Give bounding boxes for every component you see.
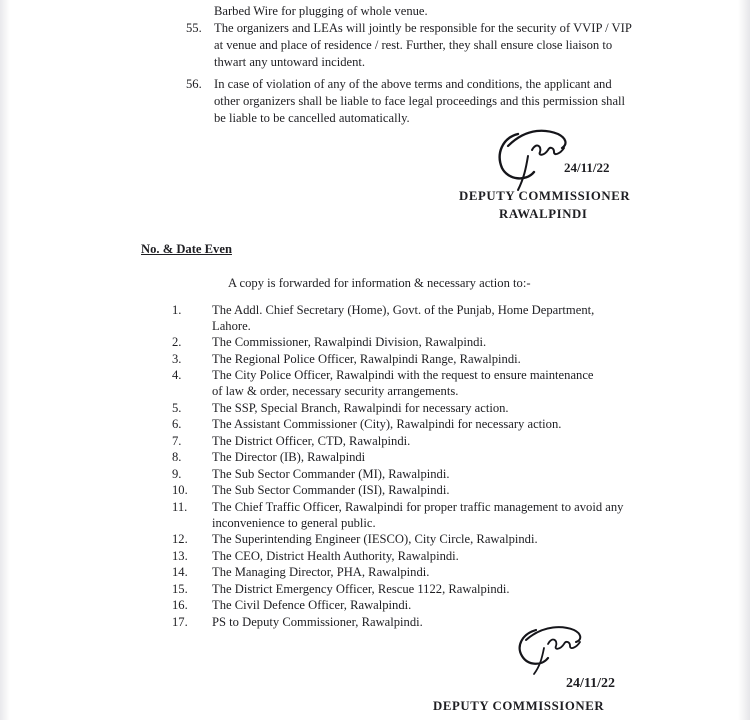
list-item-number: 14. <box>172 565 188 580</box>
list-item <box>0 565 750 580</box>
endorsement-intro: A copy is forwarded for information & necessary action to:- <box>228 276 531 290</box>
handwritten-signature-icon <box>508 616 598 676</box>
clause-56-line: be liable to be cancelled automatically. <box>214 111 410 125</box>
list-item-number: 8. <box>172 450 182 465</box>
signatory-title: DEPUTY COMMISSIONER <box>433 699 605 713</box>
list-item <box>0 615 750 630</box>
list-item-text: The Addl. Chief Secretary (Home), Govt. of the Punjab, Home Department, <box>212 303 595 317</box>
signatory-title: DEPUTY COMMISSIONER <box>459 189 631 203</box>
list-item <box>0 598 750 613</box>
list-item-text: The City Police Officer, Rawalpindi with the request to ensure maintenance <box>212 368 594 383</box>
list-item-number: 7. <box>172 433 182 448</box>
list-item <box>0 467 750 482</box>
list-item-number: 12. <box>172 532 188 547</box>
list-item <box>0 335 750 350</box>
clause-56-line: other organizers shall be liable to face legal proceedings and this permission shall <box>214 94 626 108</box>
list-item <box>0 417 750 432</box>
list-item-text: The SSP, Special Branch, Rawalpindi for necessary action. <box>212 400 509 415</box>
list-item-number: 4. <box>172 368 182 383</box>
list-item-text: Lahore. <box>212 318 251 333</box>
list-item <box>0 384 750 399</box>
clause-55-line: at venue and place of residence / rest. Further, they shall ensure close liaison to <box>214 38 613 52</box>
list-item-text: The Director (IB), Rawalpindi <box>212 450 366 465</box>
list-item-text: The CEO, District Health Authority, Rawalpindi. <box>212 548 459 563</box>
list-item-text: inconvenience to general public. <box>212 515 376 530</box>
list-item-number: 15. <box>172 581 188 596</box>
list-item-text: of law & order, necessary security arrangements. <box>212 384 459 399</box>
list-item-number: 5. <box>172 400 182 415</box>
list-item <box>0 303 750 318</box>
list-item-text: The Civil Defence Officer, Rawalpindi. <box>212 598 412 613</box>
list-item <box>0 319 750 334</box>
clause-55-line: The organizers and LEAs will jointly be responsible for the security of VVIP / VIP <box>214 21 632 35</box>
list-item-text: The Sub Sector Commander (MI), Rawalpindi. <box>212 466 450 481</box>
list-item-number: 9. <box>172 466 182 481</box>
clause-56-line: In case of violation of any of the above terms and conditions, the applicant and <box>214 77 612 91</box>
clause-55-line: thwart any untoward incident. <box>214 55 366 69</box>
list-item-number: 17. <box>172 614 188 629</box>
list-item-text: The Sub Sector Commander (ISI), Rawalpindi. <box>212 483 450 498</box>
list-item-number: 11. <box>172 499 188 514</box>
list-item <box>0 483 750 498</box>
signature-date: 24/11/22 <box>566 676 616 691</box>
list-item <box>0 352 750 367</box>
handwritten-signature-icon <box>488 116 578 196</box>
list-item <box>0 532 750 547</box>
list-item-number: 1. <box>172 303 182 317</box>
list-item-number: 16. <box>172 598 188 613</box>
list-item-number: 13. <box>172 548 188 563</box>
clause-54-tail: Barbed Wire for plugging of whole venue. <box>214 4 428 18</box>
list-item <box>0 450 750 465</box>
list-item-number: 2. <box>172 335 182 350</box>
list-item-text: The District Officer, CTD, Rawalpindi. <box>212 433 411 448</box>
list-item-text: PS to Deputy Commissioner, Rawalpindi. <box>212 614 423 629</box>
list-item-number: 6. <box>172 417 182 432</box>
endorsement-heading: No. & Date Even <box>141 242 232 256</box>
signature-date: 24/11/22 <box>564 160 610 175</box>
list-item-text: The Superintending Engineer (IESCO), City Circle, Rawalpindi. <box>212 532 538 547</box>
list-item-text: The Commissioner, Rawalpindi Division, Rawalpindi. <box>212 335 487 350</box>
list-item-number: 3. <box>172 351 182 366</box>
signatory-place: RAWALPINDI <box>499 207 588 221</box>
list-item <box>0 401 750 416</box>
clause-55-number: 55. <box>186 21 202 35</box>
list-item <box>0 582 750 597</box>
list-item-text: The District Emergency Officer, Rescue 1122, Rawalpindi. <box>212 581 510 596</box>
list-item-text: The Regional Police Officer, Rawalpindi Range, Rawalpindi. <box>212 351 521 366</box>
clause-56-number: 56. <box>186 77 202 91</box>
list-item-text: The Assistant Commissioner (City), Rawalpindi for necessary action. <box>212 417 562 432</box>
list-item <box>0 516 750 531</box>
list-item-text: The Managing Director, PHA, Rawalpindi. <box>212 565 430 580</box>
list-item <box>0 434 750 449</box>
list-item <box>0 549 750 564</box>
list-item <box>0 368 750 383</box>
list-item-number: 10. <box>172 483 188 498</box>
list-item-text: The Chief Traffic Officer, Rawalpindi for proper traffic management to avoid any <box>212 499 624 514</box>
list-item <box>0 500 750 515</box>
